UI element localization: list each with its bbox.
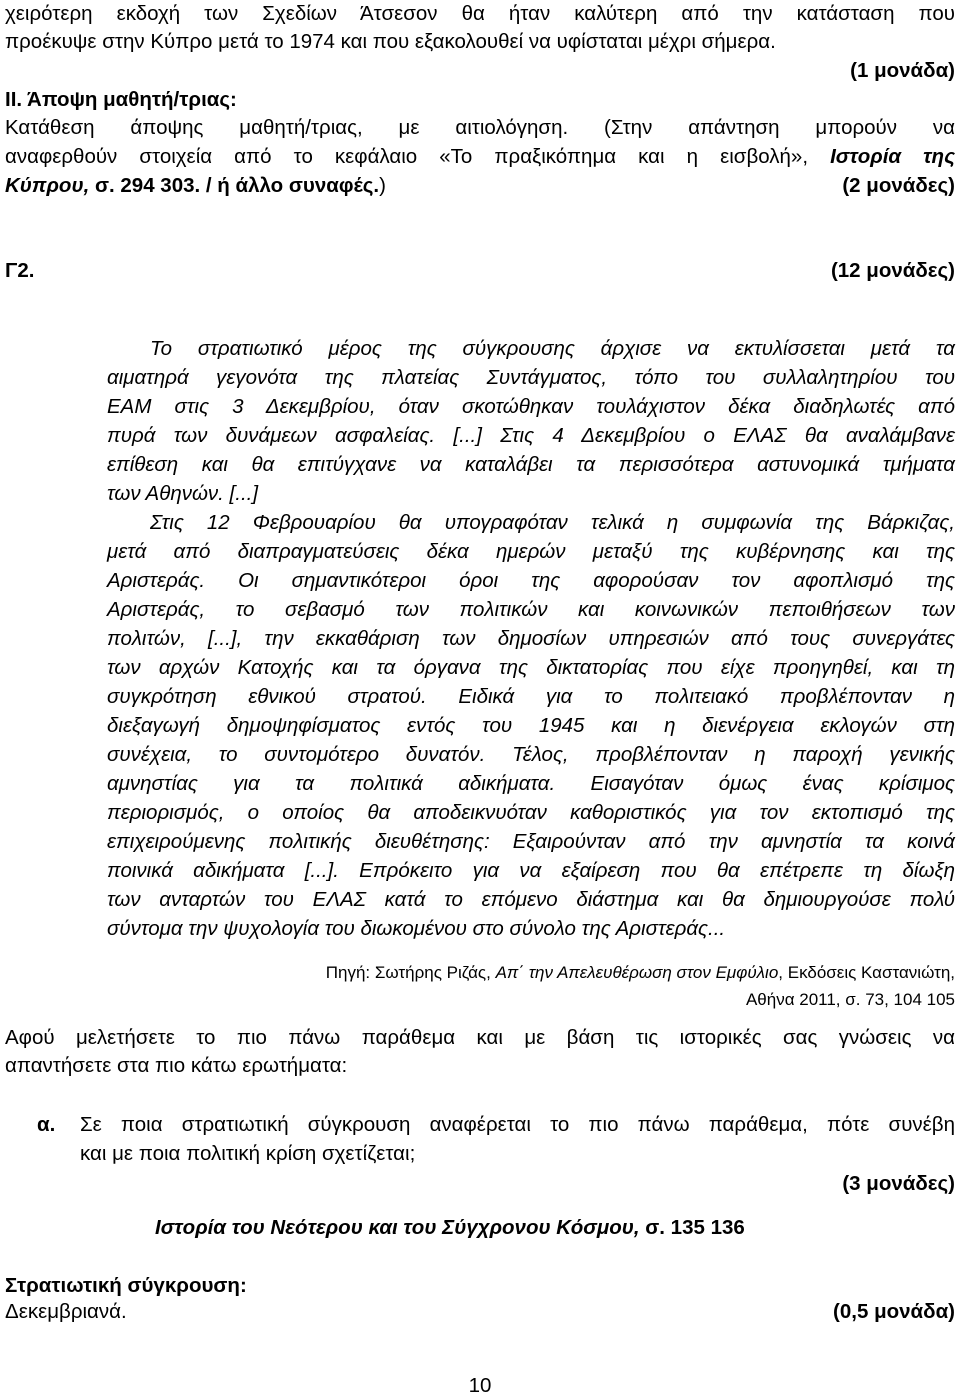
text-span: , Εκδόσεις Καστανιώτη, [778,963,955,982]
quote-line: διεξαγωγή δημοψηφίσματος εντός του 1945 και η διενέργεια εκλογών στη [107,714,955,737]
quote-line: των Αθηνών. [...] [107,482,259,505]
marks-label: (1 μονάδα) [850,59,955,82]
quote-line: των ανταρτών του ΕΛΑΣ κατά το επόμενο διάστημα και θα δημιουργούσε πολύ [107,888,955,911]
text-line: χειρότερη εκδοχή των Σχεδίων Άτσεσον θα ήταν καλύτερη από την κατάσταση που [5,2,955,25]
quote-line: συγκρότηση εθνικού στρατού. Ειδικά για το πολιτειακό προβλέπονταν η [107,685,955,708]
marks-label: (12 μονάδες) [830,259,955,282]
marks-label: (0,5 μονάδα) [833,1300,955,1323]
marks-label: (2 μονάδες) [842,174,955,197]
question-text: Σε ποια στρατιωτική σύγκρουση αναφέρεται το πιο πάνω παράθεμα, πότε συνέβη [80,1113,955,1136]
section-heading: ΙΙ. Άποψη μαθητή/τριας: [5,88,237,111]
quote-line: Αριστεράς. Οι σημαντικότεροι όροι της αφορούσαν τον αφοπλισμό της [107,569,955,592]
text-span: Πηγή: Σωτήρης Ριζάς, [325,963,491,982]
source-title: Απ΄ την Απελευθέρωση στον Εμφύλιο [495,963,779,982]
book-reference [155,1214,955,1242]
quote-line: αιματηρά γεγονότα της πλατείας Συντάγματος, τόπο του συλλαλητηρίου του [107,366,955,389]
quote-line: μετά από διαπραγματεύσεις δέκα ημερών μεταξύ της κυβέρνησης και της [107,540,955,563]
quote-line: αμνηστίας για τα πολιτικά αδικήματα. Εισαγόταν όμως ένας κρίσιμος [107,772,955,795]
quote-line: επίθεση και θα επιτύγχανε να καταλάβει τα περισσότερα αστυνομικά τμήματα [107,453,955,476]
instructions: Αφού μελετήσετε το πιο πάνω παράθεμα και με βάση τις ιστορικές σας γνώσεις να [5,1026,955,1049]
quote-line: σύντομα την ψυχολογία του διωκομένου στο σύνολο της Αριστεράς... [107,917,726,940]
pages-ref: σ. 294 303. / ή άλλο συναφές. [94,174,380,197]
quote-line: Στις 12 Φεβρουαρίου θα υπογραφόταν τελικά η συμφωνία της Βάρκιζας, [150,511,955,534]
quote-line: περιορισμός, ο οποίος θα αποδεικνυόταν καθοριστικός για τον εκτοπισμό της [107,801,955,824]
source-citation: Αθήνα 2011, σ. 73, 104 105 [745,990,955,1009]
question-text: και με ποια πολιτική κρίση σχετίζεται; [80,1142,416,1165]
quote-line: πολιτών, [...], την εκκαθάριση των δημοσίων υπηρεσιών από τους συνεργάτες [107,627,955,650]
pages-ref: σ. 135 136 [645,1216,745,1239]
quote-line: ΕΑΜ στις 3 Δεκεμβρίου, όταν σκοτώθηκαν τουλάχιστον δέκα διαδηλωτές από [107,395,955,418]
text-line [5,143,955,171]
text-line: Κατάθεση άποψης μαθητή/τριας, με αιτιολόγηση. (Στην απάντηση μπορούν να [5,116,955,139]
text-line: προέκυψε στην Κύπρο μετά το 1974 και που εξακολουθεί να υφίσταται μέχρι σήμερα. [5,30,776,53]
instructions: απαντήσετε στα πιο κάτω ερωτήματα: [5,1054,348,1077]
book-title: Κύπρου, [5,174,90,197]
answer-value: Δεκεμβριανά. [5,1300,127,1323]
book-title: Ιστορία του Νεότερου και του Σύγχρονου Κόσμου, [155,1216,640,1239]
quote-line: ποινικά αδικήματα [...]. Επρόκειτο για να εξαίρεση που θα επέτρεπε τη δίωξη [107,859,955,882]
book-title: Ιστορία της [830,145,955,168]
page-number: 10 [468,1374,492,1397]
quote-line: Αριστεράς, το σεβασμό των πολιτικών και κοινωνικών πεποιθήσεων των [107,598,955,621]
text-span: ) [379,174,386,197]
source-citation [5,959,955,987]
marks-label: (3 μονάδες) [842,1172,955,1195]
quote-line: επιχειρούμενης πολιτικής διευθέτησης: Εξαιρούνταν από την αμνηστία τα κοινά [107,830,955,853]
question-label: Γ2. [5,259,35,282]
answer-heading: Στρατιωτική σύγκρουση: [5,1274,247,1297]
quote-line: πυρά των δυνάμεων ασφαλείας. [...] Στις 4 Δεκεμβρίου ο ΕΛΑΣ θα αναλάμβανε [107,424,955,447]
quote-line: συνέχεια, το συντομότερο δυνατόν. Τέλος, προβλέπονταν η παροχή γενικής [107,743,955,766]
text-span: αναφερθούν στοιχεία από το κεφάλαιο «Το πραξικόπημα και η εισβολή», [5,145,809,168]
question-label: α. [37,1113,56,1136]
quote-line: Το στρατιωτικό μέρος της σύγκρουσης άρχισε να εκτυλίσσεται μετά τα [150,337,955,360]
quote-line: των αρχών Κατοχής και τα όργανα της δικτατορίας που είχε προηγηθεί, και τη [107,656,955,679]
